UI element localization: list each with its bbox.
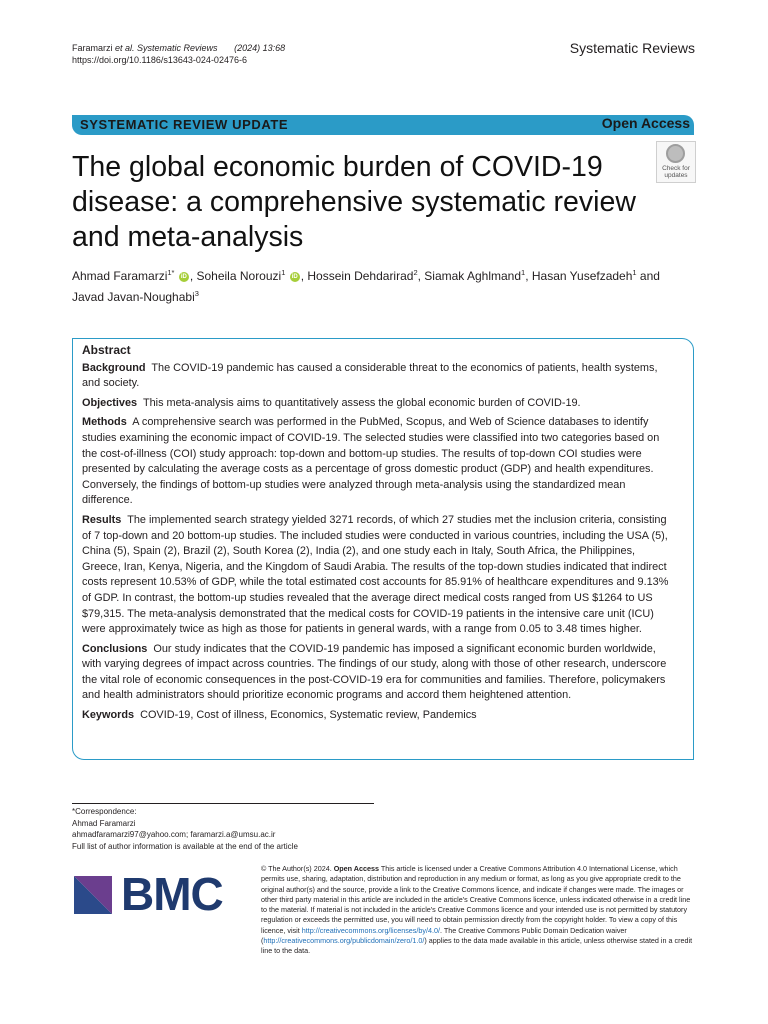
correspondence-emails[interactable]: ahmadfaramarzi97@yahoo.com; faramarzi.a@umsu.ac.ir [72,830,276,839]
check-for-updates-badge[interactable] [656,141,696,183]
abstract-results [82,513,676,638]
article-type-label: SYSTEMATIC REVIEW UPDATE [80,117,289,132]
citation-year: (2024) 13:68 [234,43,286,53]
author-name[interactable]: Javad Javan-Noughabi [72,290,195,304]
section-label: Methods [82,416,127,429]
open-access-label: Open Access [601,115,690,131]
author-name[interactable]: Siamak Aghlmand [424,269,522,283]
author-list: Ahmad Faramarzi$^{1*}$ iD , Soheila Norouzi$^1$ iD , Hossein Dehdarirad$^2$, Siamak Aghlmand$^1$, Hasan Yusefzadeh$^1$ and Javad Javan-Noughabi$^3$ [72,268,660,304]
section-text: COVID-19, Cost of illness, Economics, Systematic review, Pandemics [140,709,477,722]
citation [72,42,285,54]
author-affiliation: 1 [632,268,637,277]
check-updates-text: Check for updates [662,165,690,179]
article-title: The global economic burden of COVID-19 disease: a comprehensive systematic review and meta-analysis [72,151,636,253]
check-updates-icon [666,144,685,163]
abstract-background [82,361,676,392]
abstract-methods [82,415,676,509]
orcid-icon[interactable]: iD [291,273,298,280]
author-affiliation: 1 [521,268,526,277]
footnote-divider [72,803,374,804]
author-affiliation: 1* [167,268,175,277]
doi-link[interactable]: https://doi.org/10.1186/s13643-024-02476-6 [72,55,247,65]
section-label: Results [82,513,122,526]
section-label: Conclusions [82,642,148,655]
section-text: This meta-analysis aims to quantitatively assess the global economic burden of COVID-19. [142,396,581,409]
section-text: The implemented search strategy yielded 3271 records, of which 27 studies met the inclusion criteria, consisting of 7 top-down and 20 bottom-up studies. The included studies were conducted in various countries, including the USA (5), China (5), Spain (2), Brazil (2), South Korea (2), India (2), and one study each in Italy, South Africa, the Philippines, Greece, Iran, Kenya, Nigeria, and the Kingdom of Saudi Arabia. The results of the top-down studies indicated that indirect costs represent 10.53% of GDP, while the total estimated cost accounts for 85.91% of healthcare expenditures and 9.13% of GDP. In contrast, the bottom-up studies revealed that the average direct medical costs ranged from US $1264 to US $79,315. The meta-analysis demonstrated that the medical costs for COVID-19 patients in the intensive care unit (ICU) were approximately twice as high as those for patients in general wards, with a range from 0.05 to 3.48 times higher. [82,513,669,636]
author-name[interactable]: Ahmad Faramarzi [72,269,168,283]
waiver-link[interactable]: http://creativecommons.org/publicdomain/zero/1.0/ [263,936,425,946]
section-text: A comprehensive search was performed in the PubMed, Scopus, and Web of Science databases to identify studies examining the economic impact of COVID-19. The selected studies were classified into two categories based on the cost-of-illness (COI) study approach: top-down and bottom-up studies. The results of top-down COI studies were presented by calculating the average costs as a percentage of gross domestic product (GDP) and health expenditures. Conversely, the findings of bottom-up studies were analyzed through meta-analysis using the standardized mean difference. [82,416,660,507]
author-affiliation: 2 [413,268,418,277]
bmc-logo-icon [74,876,112,914]
section-label: Objectives [82,396,138,409]
abstract-heading: Abstract [82,343,131,357]
abstract-box [72,338,694,760]
correspondence-label: *Correspondence: [72,807,137,816]
author-name[interactable]: Hasan Yusefzadeh [531,269,633,283]
section-text: Our study indicates that the COVID-19 pandemic has imposed a significant economic burden worldwide, with varying degrees of impact across countries. The findings of our study, along with those of other research, underscore the vital role of economic consequences in the post-COVID-19 era for communities and families. Therefore, policymakers and health administrators should prioritize economic programs and accord them heightened attention. [82,642,667,702]
authors-conjunction: and [639,269,660,283]
correspondence-block [72,806,298,852]
bmc-logo-text: BMC [121,868,223,920]
citation-journal: et al. Systematic Reviews [115,43,218,53]
abstract-objectives [82,396,676,412]
abstract-conclusions [82,642,676,704]
license-link[interactable]: http://creativecommons.org/licenses/by/4.0/ [301,925,440,935]
author-affiliation: 3 [194,289,199,298]
section-text: The COVID-19 pandemic has caused a considerable threat to the economics of patients, health systems, and society. [82,361,658,390]
section-label: Keywords [82,709,135,722]
author-name[interactable]: Soheila Norouzi [196,269,282,283]
journal-name: Systematic Reviews [569,40,695,56]
open-access-note: Open Access [333,864,379,873]
citation-authors: Faramarzi [72,43,116,53]
abstract-content [82,343,676,728]
author-affiliation: 1 [281,268,286,277]
orcid-icon[interactable]: iD [180,273,187,280]
abstract-keywords [82,708,676,724]
section-label: Background [82,361,146,374]
author-name[interactable]: Hossein Dehdarirad [307,269,414,283]
citation-line [72,42,285,66]
license-text: © The Author(s) 2024. Open Access This article is licensed under a Creative Commons Attribution 4.0 International License, which permits use, sharing, adaptation, distribution and reproduction in any medium or format, as long as you give appropriate credit to the original author(s) and the source, provide a link to the Creative Commons licence, and indicate if changes were made. The images or other third party material in this article are included in the article's Creative Commons licence, unless indicated otherwise in a credit line to the material. If material is not included in the article's Creative Commons licence and your intended use is not permitted by statutory regulation or exceeds the permitted use, you will need to obtain permission directly from the copyright holder. To view a copy of this licence, visit http://creativecommons.org/licenses/by/4.0/. The Creative Commons Public Domain Dedication waiver (http://creativecommons.org/publicdomain/zero/1.0/) applies to the data made available in this article, unless otherwise stated in a credit line to the data. [261,864,693,956]
correspondence-name: Ahmad Faramarzi [72,818,136,828]
author-info-note: Full list of author information is available at the end of the article [72,841,298,851]
